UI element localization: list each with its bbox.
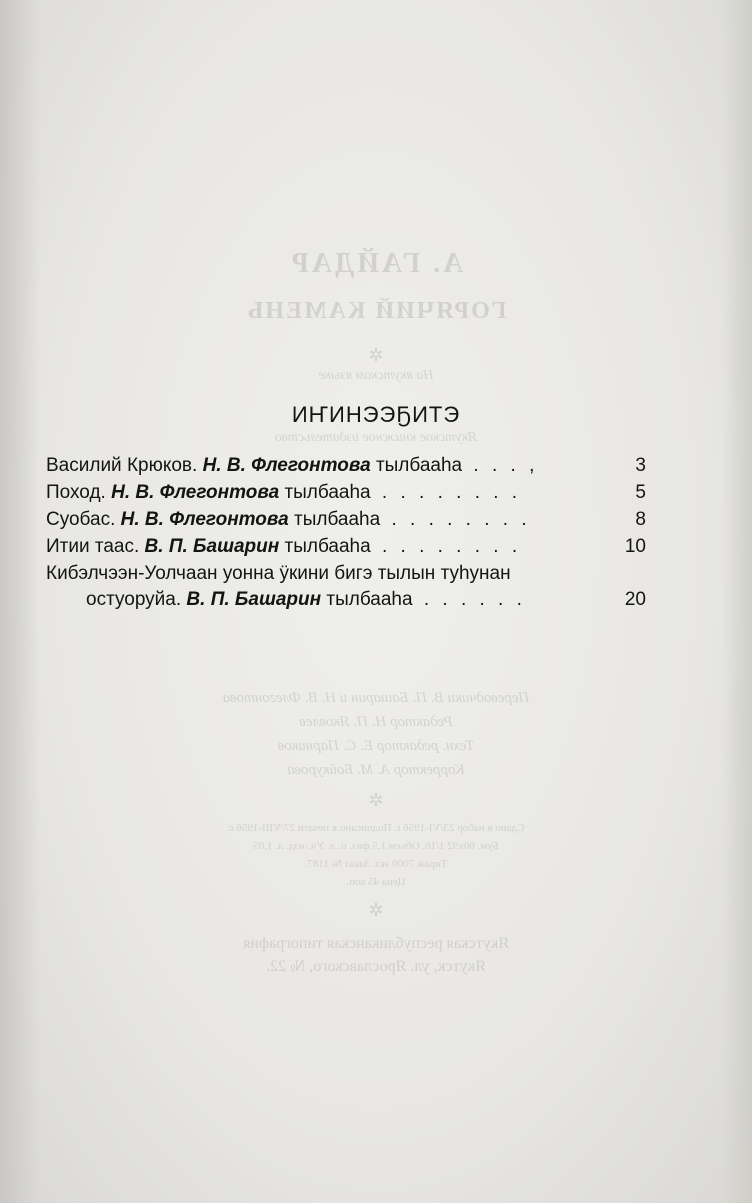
toc-entry[interactable]: [46, 479, 650, 506]
toc-page-number: 8: [635, 509, 646, 530]
toc-entry-suffix: тылбааһа: [294, 509, 381, 530]
bleed-print-run: Тираж 7000 экз. Заказ № 1187.: [304, 858, 448, 870]
bleed-author: А. ГАЙДАР: [288, 248, 464, 279]
toc-leader-dots: . . . . . . . .: [381, 482, 522, 503]
toc-page-number: 3: [635, 455, 646, 476]
toc-entry-translator: В. П. Башарин: [186, 589, 322, 610]
toc-entry[interactable]: [46, 506, 650, 533]
bleed-print-dates: Сдано в набор 23/VI-1956 г. Подписано к печати 27/VIII-1956 г.: [227, 822, 525, 834]
bleed-paper-spec: Бум. 60х92 1/16. Объем 1,5 физ. п. л. Уч.-изд. л. 1,05: [253, 840, 499, 852]
bleed-ornament: ✲: [368, 345, 384, 365]
toc-entry-suffix: тылбааһа: [326, 589, 413, 610]
toc-entry-title-line1: Кибэлчээн-Уолчаан уонна ӱкини бигэ тылын туһунан: [46, 563, 511, 584]
toc-entry[interactable]: [46, 533, 650, 560]
toc-entry-suffix: тылбааһа: [284, 536, 371, 557]
toc-entry-translator: Н. В. Флегонтова: [111, 482, 280, 503]
toc-page-number: 10: [624, 536, 646, 557]
bleed-editor: Редактор Н. П. Яковлев: [299, 714, 453, 730]
toc-leader-dots: . . . . . . . .: [391, 509, 531, 530]
bleed-printer-address: Якутск, ул. Ярославского, № 22.: [266, 958, 486, 975]
toc-entry-title: Поход.: [46, 482, 106, 503]
toc-entry-suffix: тылбааһа: [284, 482, 371, 503]
toc-entry[interactable]: [46, 452, 650, 479]
toc-entry-translator: Н. В. Флегонтова: [120, 509, 289, 530]
bleed-proofreader: Корректор А. М. Бойкурова: [287, 762, 465, 778]
bleed-printer: Якутская республиканская типография: [242, 935, 510, 952]
table-of-contents: [46, 452, 650, 613]
toc-leader-dots: . . . ,: [473, 455, 539, 476]
toc-entry-title: Итии таас.: [46, 536, 140, 557]
toc-entry-first-line[interactable]: [46, 560, 650, 586]
toc-page-number: 20: [624, 589, 646, 610]
toc-entry-title: Суобас.: [46, 509, 116, 530]
toc-entry-translator: Н. В. Флегонтова: [202, 455, 371, 476]
toc-entry-translator: В. П. Башарин: [144, 536, 280, 557]
toc-page-number: 5: [635, 482, 646, 503]
bleed-tech-editor: Техн. редактор Е. С. Парников: [277, 738, 475, 754]
toc-entry-continuation[interactable]: [46, 586, 650, 613]
bleed-book-title: ГОРЯЧИЙ КАМЕНЬ: [245, 298, 507, 324]
bleed-ornament: ✲: [368, 790, 384, 810]
toc-heading: ИҤИНЭЭҔИТЭ: [291, 402, 461, 427]
toc-leader-dots: . . . . . .: [423, 589, 526, 610]
bleed-language-note: На якутском языке: [318, 368, 434, 383]
bleed-price: Цена 45 коп.: [346, 876, 406, 888]
toc-entry-suffix: тылбааһа: [375, 455, 463, 476]
bleed-translators: Переводчики В. П. Башарин и Н. В. Флегонтова: [222, 690, 530, 706]
bleed-ornament: ✲: [368, 900, 384, 920]
toc-leader-dots: . . . . . . . .: [381, 536, 522, 557]
bleed-publisher: Якутское книжное издательство: [274, 430, 478, 445]
toc-entry-title: остуоруйа.: [86, 589, 182, 610]
toc-entry-title: Василий Крюков.: [46, 455, 198, 476]
